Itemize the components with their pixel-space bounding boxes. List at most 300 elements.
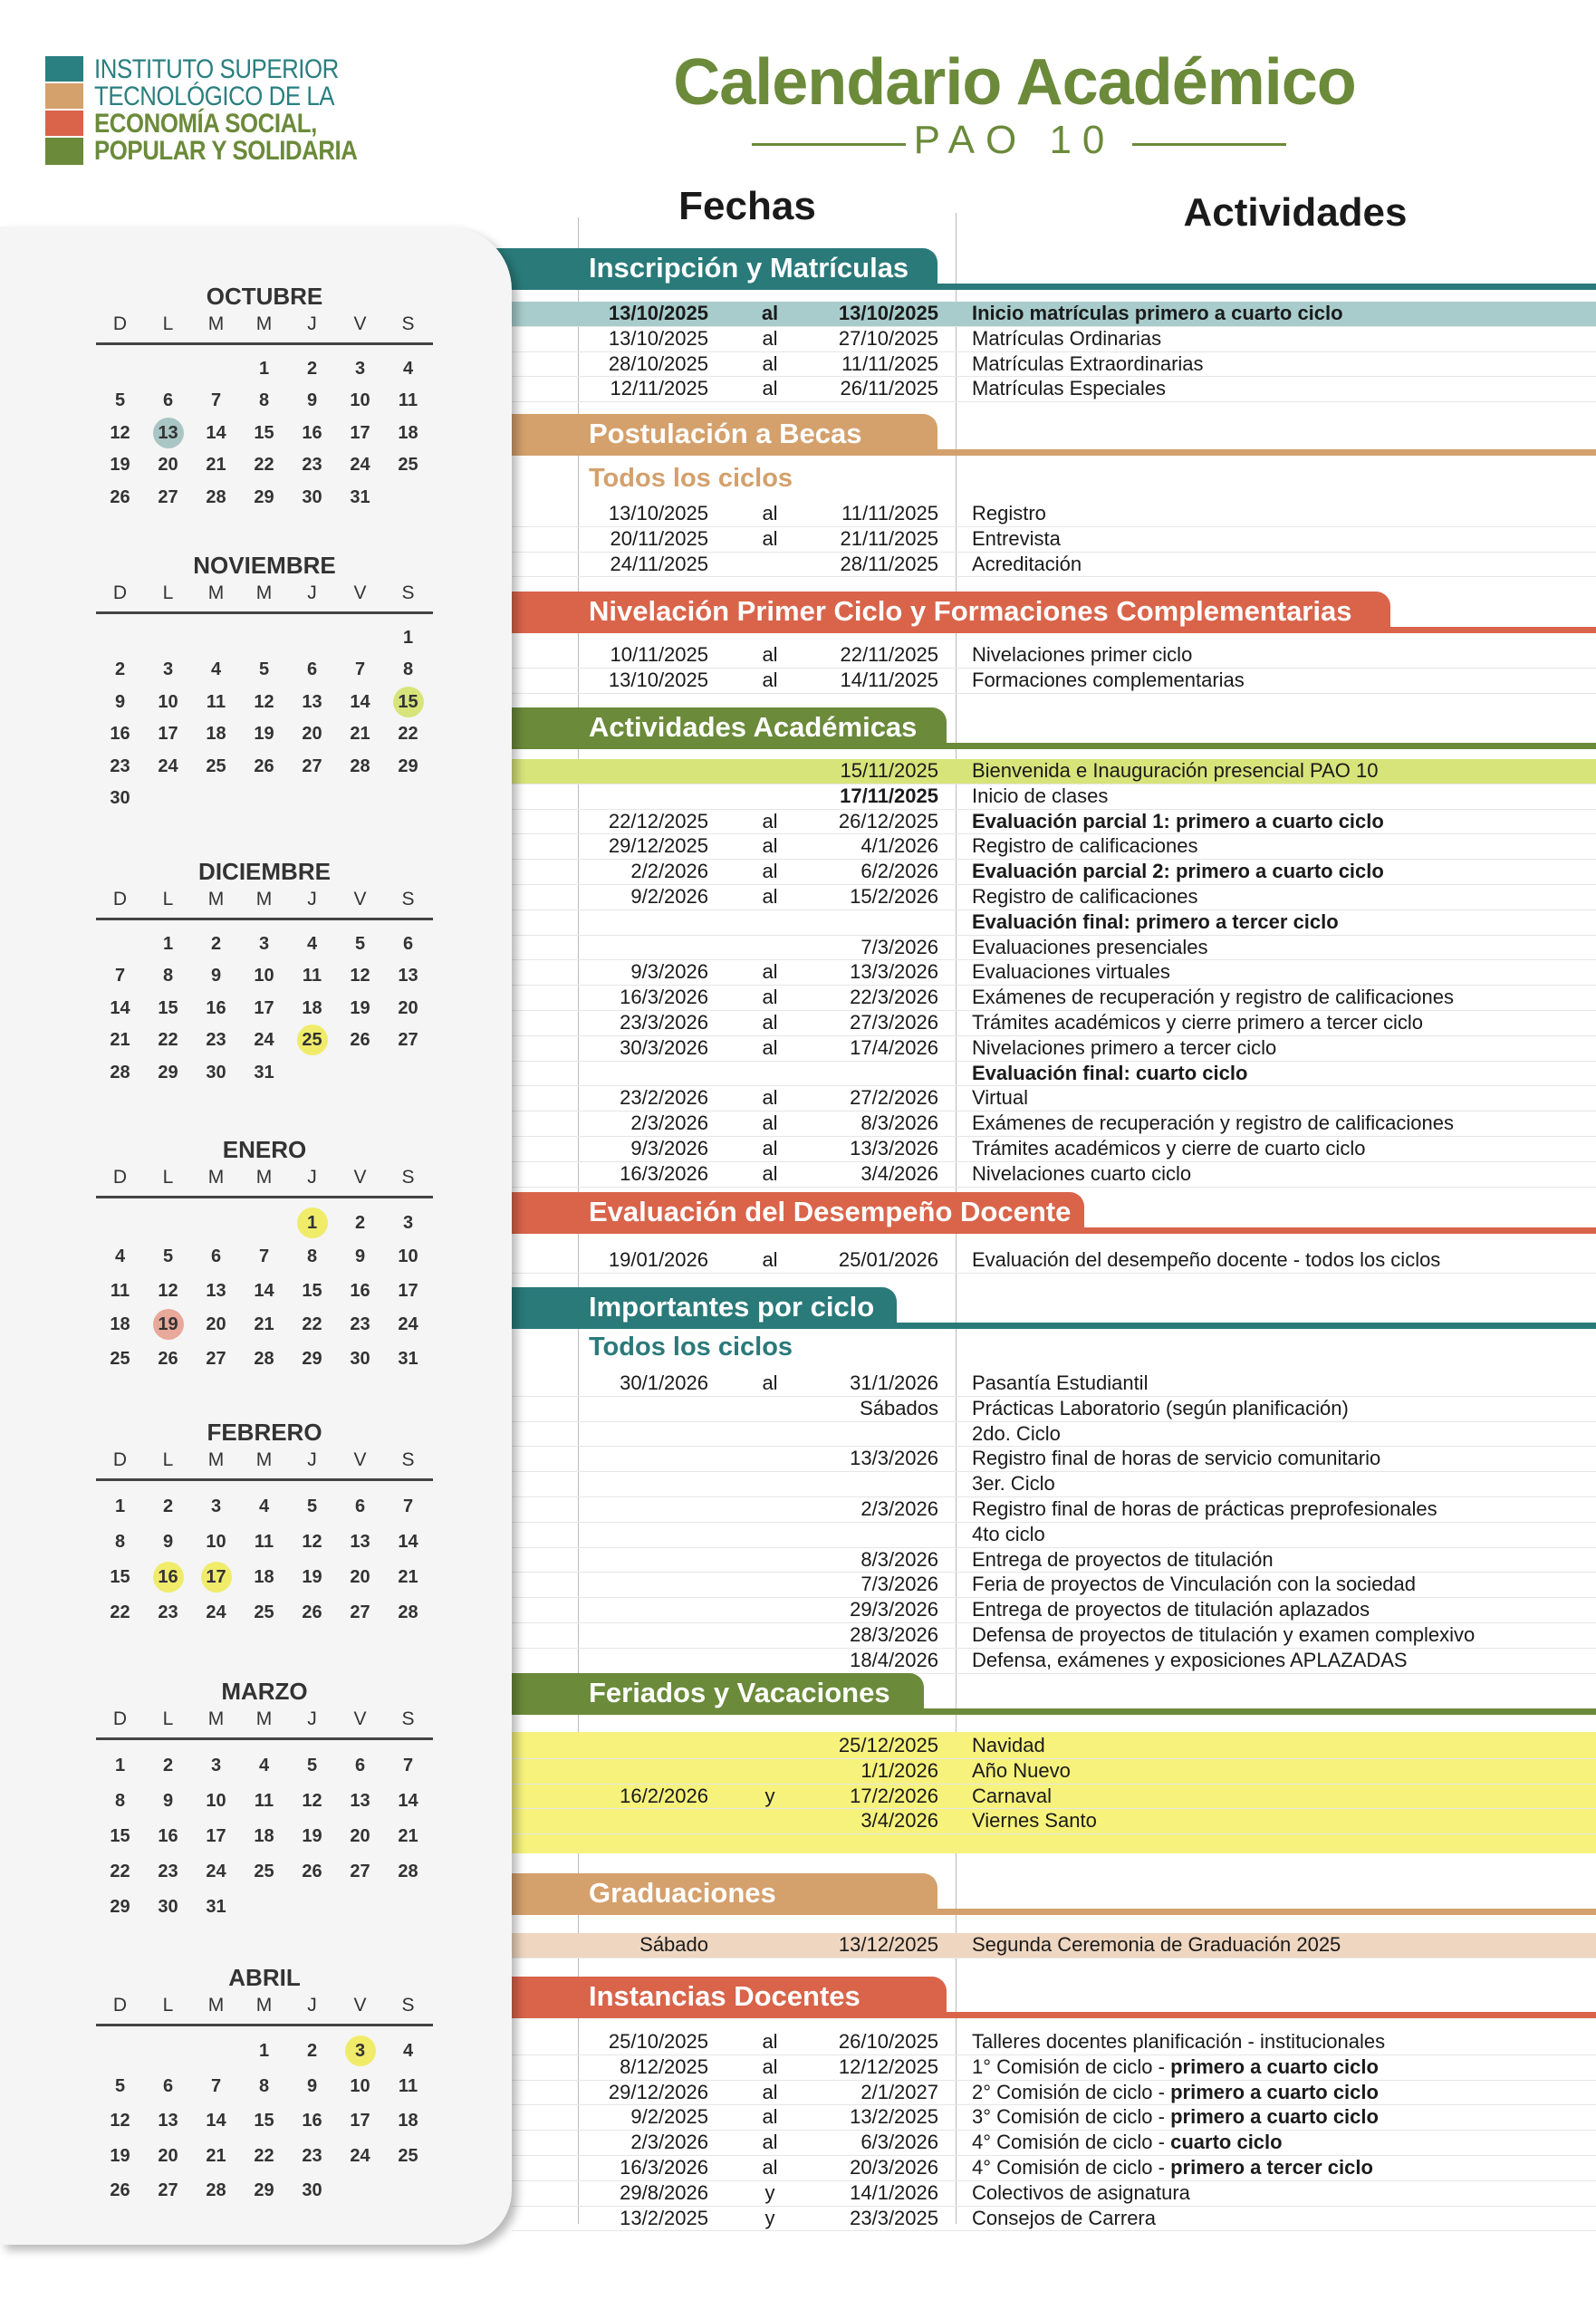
end-date: 13/12/2025 <box>838 1933 938 1956</box>
empty-day <box>192 2034 240 2069</box>
calendar-day <box>240 960 288 993</box>
start-date: 30/3/2026 <box>620 1035 708 1059</box>
day-number: 14 <box>206 2111 226 2131</box>
activity-description <box>972 910 1339 935</box>
activity-description <box>972 2131 1283 2155</box>
day-number: 25 <box>398 455 418 476</box>
section-title: Nivelación Primer Ciclo y Formaciones Complementarias <box>589 595 1352 627</box>
empty-day <box>288 621 336 654</box>
calendar-day <box>240 1783 288 1818</box>
start-date: 13/2/2025 <box>620 2206 708 2229</box>
day-number: 23 <box>110 755 130 776</box>
calendar-day <box>192 1889 240 1924</box>
weekday-label: S <box>401 1167 415 1188</box>
activity-description <box>972 669 1245 693</box>
activity-description <box>972 2030 1385 2054</box>
date-separator: al <box>762 2155 778 2179</box>
weekday-header <box>96 1167 433 1198</box>
section-rule <box>489 1323 1596 1329</box>
calendar-day <box>96 2069 144 2104</box>
calendar-day <box>96 1818 144 1853</box>
weekday-header <box>96 313 433 345</box>
logo-text-line: ECONOMÍA SOCIAL, <box>94 109 317 139</box>
schedule-row <box>512 2181 1596 2207</box>
day-number: 21 <box>398 1825 418 1846</box>
empty-day <box>144 352 192 385</box>
weekday-label: D <box>112 1708 128 1729</box>
end-date: 27/2/2026 <box>850 1086 938 1110</box>
schedule-row <box>512 553 1596 578</box>
activity-description <box>972 1162 1191 1187</box>
date-separator: al <box>762 2030 778 2053</box>
day-number: 4 <box>258 1496 270 1516</box>
end-date: 21/11/2025 <box>840 526 938 550</box>
calendar-day <box>192 481 240 514</box>
day-number: 25 <box>254 1861 274 1881</box>
day-number: 18 <box>254 1825 274 1846</box>
month-name: MARZO <box>221 1678 308 1705</box>
start-date: 9/2/2026 <box>630 884 708 908</box>
day-number: 4 <box>210 659 222 680</box>
calendar-day <box>336 1818 384 1853</box>
activity-text-emphasis: cuarto ciclo <box>1170 2131 1283 2154</box>
day-number: 20 <box>158 455 178 476</box>
activity-text: Entrega de proyectos de titulación <box>972 1547 1274 1571</box>
activity-text: Inicio matrículas primero a cuarto ciclo <box>972 302 1343 324</box>
day-number: 21 <box>206 2145 226 2166</box>
calendar-day <box>336 1524 384 1559</box>
day-number: 18 <box>398 2111 418 2131</box>
calendar-day <box>336 1559 384 1594</box>
section-title: Graduaciones <box>589 1877 776 1909</box>
day-number: 19 <box>110 2145 130 2166</box>
calendar-day <box>240 2173 288 2208</box>
end-date: 25/12/2025 <box>838 1734 938 1756</box>
day-number: 27 <box>302 755 322 776</box>
activity-text: Exámenes de recuperación y registro de calificaciones <box>972 1111 1454 1135</box>
day-number: 10 <box>206 1531 226 1552</box>
activity-description <box>972 1623 1475 1648</box>
column-header-dates: Fechas <box>678 184 816 228</box>
activity-description <box>972 885 1197 909</box>
activity-text: Colectivos de asignatura <box>972 2180 1190 2204</box>
month-calendar <box>96 1419 433 1630</box>
day-number: 14 <box>254 1280 274 1301</box>
day-number: 14 <box>350 691 370 712</box>
calendar-day <box>192 750 240 783</box>
day-number: 3 <box>258 933 270 954</box>
weekday-label: M <box>255 1995 273 2016</box>
activity-text: Trámites académicos y cierre de cuarto ciclo <box>972 1136 1366 1160</box>
calendar-day <box>384 2069 432 2104</box>
day-number: 6 <box>354 1755 366 1775</box>
day-number: 22 <box>158 1030 178 1051</box>
activity-description <box>972 2156 1373 2180</box>
calendar-day <box>96 1308 144 1342</box>
section-header <box>489 1287 1596 1329</box>
start-date: 2/2/2026 <box>630 860 708 883</box>
day-number: 28 <box>398 1861 418 1881</box>
schedule-row <box>512 784 1596 810</box>
calendar-day <box>96 449 144 482</box>
activity-text: Defensa de proyectos de titulación y examen complexivo <box>972 1622 1476 1646</box>
calendar-day <box>96 960 144 993</box>
calendar-day <box>240 992 288 1025</box>
end-date: 14/1/2026 <box>850 2180 938 2204</box>
weekday-label: J <box>307 1167 317 1188</box>
day-number: 15 <box>254 2111 274 2131</box>
calendar-day <box>192 1818 240 1853</box>
day-number: 25 <box>206 755 226 776</box>
day-number: 8 <box>258 390 270 411</box>
activity-text: 1° Comisión de ciclo - <box>972 2054 1171 2078</box>
schedule-row <box>512 1248 1596 1274</box>
activity-description <box>972 1933 1341 1958</box>
highlighted-day-number: 17 <box>201 1562 232 1593</box>
month-name: FEBRERO <box>207 1419 322 1446</box>
month-calendar <box>96 283 433 514</box>
calendar-day <box>144 1747 192 1783</box>
day-number: 21 <box>350 724 370 745</box>
weekday-label: J <box>307 1449 317 1470</box>
calendar-day <box>288 1594 336 1630</box>
calendar-day <box>288 417 336 449</box>
end-date: 31/1/2026 <box>850 1371 938 1394</box>
calendar-day <box>336 1240 384 1275</box>
calendar-day <box>288 1025 336 1057</box>
month-name: ABRIL <box>228 1964 301 1991</box>
logo-mark-tan <box>45 83 83 109</box>
section-title: Instancias Docentes <box>589 1980 860 2012</box>
end-date: 23/3/2025 <box>850 2206 938 2229</box>
end-date: 26/10/2025 <box>838 2030 938 2053</box>
calendar-day <box>144 1274 192 1308</box>
activity-text: Evaluación final: cuarto ciclo <box>972 1061 1248 1084</box>
calendar-day <box>96 686 144 718</box>
calendar-day <box>384 960 432 993</box>
date-separator: al <box>762 351 778 375</box>
month-calendar <box>96 552 433 814</box>
day-number: 11 <box>302 966 322 986</box>
day-number: 27 <box>158 486 178 507</box>
day-number: 25 <box>110 1348 130 1369</box>
date-separator: al <box>762 326 778 350</box>
schedule-rows <box>512 1933 1596 1958</box>
calendar-day <box>144 1025 192 1057</box>
day-number: 4 <box>258 1755 270 1775</box>
section-rule <box>489 627 1596 633</box>
day-number: 10 <box>158 691 178 712</box>
end-date: Sábados <box>860 1396 938 1419</box>
calendar-day <box>288 385 336 418</box>
schedule-row <box>512 2131 1596 2156</box>
calendar-day <box>336 1308 384 1342</box>
day-number: 31 <box>350 486 370 507</box>
activity-description <box>972 643 1192 668</box>
day-number: 17 <box>350 2111 370 2131</box>
activity-text: Evaluaciones virtuales <box>972 960 1170 984</box>
month-calendar <box>96 1678 433 1924</box>
column-header-activities: Actividades <box>1183 190 1408 235</box>
schedule-row <box>512 527 1596 553</box>
activity-text: Evaluación del desempeño docente - todos los ciclos <box>972 1248 1441 1271</box>
end-date: 15/2/2026 <box>850 884 938 908</box>
month-calendar <box>96 1136 433 1376</box>
section-header <box>489 248 1596 290</box>
month-name: ENERO <box>222 1136 307 1163</box>
calendar-day <box>384 750 432 783</box>
calendar-day <box>336 718 384 751</box>
calendar-day <box>384 686 432 718</box>
calendar-day <box>288 686 336 718</box>
calendar-day <box>192 992 240 1025</box>
day-number: 22 <box>398 724 418 745</box>
day-number: 12 <box>302 1531 322 1552</box>
weekday-label: L <box>162 1708 174 1729</box>
calendar-day <box>144 1308 192 1342</box>
day-number: 11 <box>398 390 418 411</box>
section-subheading: Todos los ciclos <box>589 1333 793 1362</box>
calendar-day <box>288 2173 336 2208</box>
calendar-day <box>240 2034 288 2069</box>
weekday-label: J <box>307 1995 317 2016</box>
weekday-label: J <box>307 582 317 603</box>
end-date: 12/12/2025 <box>838 2054 938 2078</box>
calendar-day <box>96 654 144 687</box>
calendar-day <box>336 1853 384 1889</box>
section-title: Inscripción y Matrículas <box>589 252 909 284</box>
day-number: 6 <box>402 933 414 954</box>
calendar-day <box>192 1559 240 1594</box>
day-number: 29 <box>158 1062 178 1083</box>
section-title: Evaluación del Desempeño Docente <box>589 1196 1072 1227</box>
subtitle-rule-right <box>1132 143 1286 146</box>
activity-description <box>972 2181 1190 2206</box>
calendar-day <box>288 718 336 751</box>
end-date: 25/01/2026 <box>838 1248 938 1271</box>
start-date: 29/8/2026 <box>620 2180 708 2204</box>
weekday-label: D <box>112 313 128 334</box>
activity-description <box>972 834 1197 859</box>
weekday-label: M <box>207 1995 225 2016</box>
section-rule <box>489 284 1596 290</box>
empty-day <box>192 352 240 385</box>
section-rule <box>489 2012 1596 2018</box>
calendar-day <box>336 2034 384 2069</box>
month-name: OCTUBRE <box>206 283 323 310</box>
day-number: 16 <box>350 1280 370 1301</box>
day-number: 23 <box>158 1602 178 1622</box>
calendar-day <box>240 718 288 751</box>
calendar-day <box>336 928 384 960</box>
schedule-row <box>512 1137 1596 1162</box>
day-number: 23 <box>302 2145 322 2166</box>
day-number: 10 <box>350 2075 370 2096</box>
activity-text: Formaciones complementarias <box>972 668 1245 691</box>
calendar-day <box>384 992 432 1025</box>
schedule-row <box>512 643 1596 669</box>
weekday-label: L <box>162 1449 174 1470</box>
date-separator: al <box>762 1136 778 1160</box>
day-number: 14 <box>206 422 226 443</box>
end-date: 4/1/2026 <box>860 834 938 858</box>
highlighted-day-number: 1 <box>297 1208 328 1238</box>
date-separator: al <box>762 1010 778 1034</box>
calendar-day <box>96 1559 144 1594</box>
day-number: 26 <box>302 1602 322 1622</box>
day-number: 31 <box>206 1896 226 1917</box>
schedule-row <box>512 1649 1596 1674</box>
activity-description <box>972 1011 1423 1035</box>
weekday-label: D <box>112 1167 128 1188</box>
end-date: 28/3/2026 <box>850 1622 938 1646</box>
schedule-row <box>512 352 1596 378</box>
weekday-label: D <box>112 1449 128 1470</box>
weekday-label: S <box>401 313 415 334</box>
day-number: 4 <box>114 1246 126 1267</box>
calendar-day <box>288 1818 336 1853</box>
date-separator: al <box>762 377 778 400</box>
end-date: 20/3/2026 <box>850 2155 938 2179</box>
activity-description <box>972 1472 1055 1496</box>
calendar-day <box>192 1594 240 1630</box>
day-number: 25 <box>398 2145 418 2166</box>
day-number: 19 <box>110 455 130 476</box>
end-date: 17/2/2026 <box>850 1784 938 1807</box>
calendar-day <box>384 2103 432 2139</box>
day-number: 17 <box>350 422 370 443</box>
calendar-day <box>288 481 336 514</box>
weekday-label: S <box>401 1995 415 2016</box>
day-number: 7 <box>258 1246 270 1267</box>
calendar-day <box>144 1240 192 1275</box>
activity-description <box>972 1371 1148 1396</box>
calendar-day <box>192 1783 240 1818</box>
calendar-day <box>240 1747 288 1783</box>
date-separator: al <box>762 884 778 908</box>
activity-description <box>972 2105 1379 2130</box>
day-number: 19 <box>302 1566 322 1587</box>
activity-text: Trámites académicos y cierre primero a tercer ciclo <box>972 1010 1423 1034</box>
calendar-day <box>240 1524 288 1559</box>
calendar-day <box>192 960 240 993</box>
day-number: 21 <box>110 1030 130 1051</box>
day-number: 14 <box>398 1531 418 1552</box>
activity-text: Pasantía Estudiantil <box>972 1371 1149 1394</box>
day-number: 11 <box>254 1790 274 1811</box>
date-separator: al <box>762 1111 778 1135</box>
weekday-label: V <box>353 889 367 909</box>
weekday-label: V <box>353 313 367 334</box>
section-header <box>489 707 1596 749</box>
calendar-day <box>96 417 144 449</box>
day-number: 29 <box>398 755 418 776</box>
day-number: 23 <box>206 1030 226 1051</box>
calendar-day <box>192 1308 240 1342</box>
calendar-day <box>240 2103 288 2139</box>
highlighted-day-number: 25 <box>297 1025 328 1055</box>
day-number: 5 <box>162 1246 174 1267</box>
day-number: 27 <box>350 1602 370 1622</box>
calendar-day <box>96 2173 144 2208</box>
calendar-day <box>384 1308 432 1342</box>
activity-text-emphasis: primero a tercer ciclo <box>1170 2155 1373 2179</box>
day-number: 15 <box>158 997 178 1018</box>
day-number: 13 <box>398 966 418 986</box>
end-date: 22/11/2025 <box>840 643 938 666</box>
end-date: 22/3/2026 <box>850 986 938 1009</box>
end-date: 17/11/2025 <box>840 784 938 807</box>
schedule-row <box>512 327 1596 352</box>
schedule-row <box>512 1734 1596 1759</box>
activity-text: Acreditación <box>972 552 1082 575</box>
calendar-day <box>384 654 432 687</box>
day-number: 20 <box>206 1314 226 1335</box>
activity-description <box>972 1086 1028 1111</box>
calendar-day <box>240 928 288 960</box>
day-number: 29 <box>302 1348 322 1369</box>
day-number: 27 <box>206 1348 226 1369</box>
date-separator: al <box>762 2131 778 2154</box>
day-number: 9 <box>354 1246 366 1267</box>
calendar-day <box>336 1783 384 1818</box>
date-separator: al <box>762 2054 778 2078</box>
activity-text: Registro de calificaciones <box>972 834 1198 858</box>
calendar-day <box>336 1025 384 1057</box>
day-number: 5 <box>114 2075 126 2096</box>
start-date: 20/11/2025 <box>610 526 708 550</box>
calendar-day <box>288 2103 336 2139</box>
calendar-day <box>144 2069 192 2104</box>
day-number: 9 <box>306 390 318 411</box>
day-number: 21 <box>206 455 226 476</box>
day-number: 2 <box>210 933 222 954</box>
day-number: 30 <box>302 2180 322 2201</box>
weekday-label: M <box>255 313 273 334</box>
schedule-row <box>512 377 1596 402</box>
section-rule <box>489 1227 1596 1234</box>
month-name: DICIEMBRE <box>198 858 331 885</box>
activity-text: Evaluación parcial 2: primero a cuarto ciclo <box>972 860 1384 883</box>
calendar-day <box>288 2139 336 2174</box>
activity-text: Año Nuevo <box>972 1758 1071 1782</box>
day-number: 12 <box>158 1280 178 1301</box>
calendar-day <box>288 1524 336 1559</box>
weekday-label: L <box>162 313 174 334</box>
end-date: 27/3/2026 <box>850 1010 938 1034</box>
date-separator: al <box>762 502 778 524</box>
schedule-row <box>512 1598 1596 1623</box>
activity-description <box>972 1062 1247 1086</box>
day-number: 9 <box>210 966 222 986</box>
calendar-day <box>96 1056 144 1089</box>
calendar-day <box>336 481 384 514</box>
calendar-day <box>384 1240 432 1275</box>
day-number: 1 <box>114 1496 126 1516</box>
day-number: 6 <box>162 2075 174 2096</box>
calendar-day <box>192 417 240 449</box>
calendar-day <box>192 2173 240 2208</box>
start-date: 2/3/2026 <box>630 1111 708 1135</box>
date-separator: al <box>762 860 778 883</box>
start-date: 13/10/2025 <box>608 326 708 350</box>
activity-description <box>972 1397 1349 1421</box>
activity-text: 4° Comisión de ciclo - <box>972 2131 1171 2154</box>
day-number: 24 <box>158 755 178 776</box>
day-number: 3 <box>210 1755 222 1775</box>
calendar-day <box>336 2103 384 2139</box>
activity-description <box>972 860 1384 884</box>
